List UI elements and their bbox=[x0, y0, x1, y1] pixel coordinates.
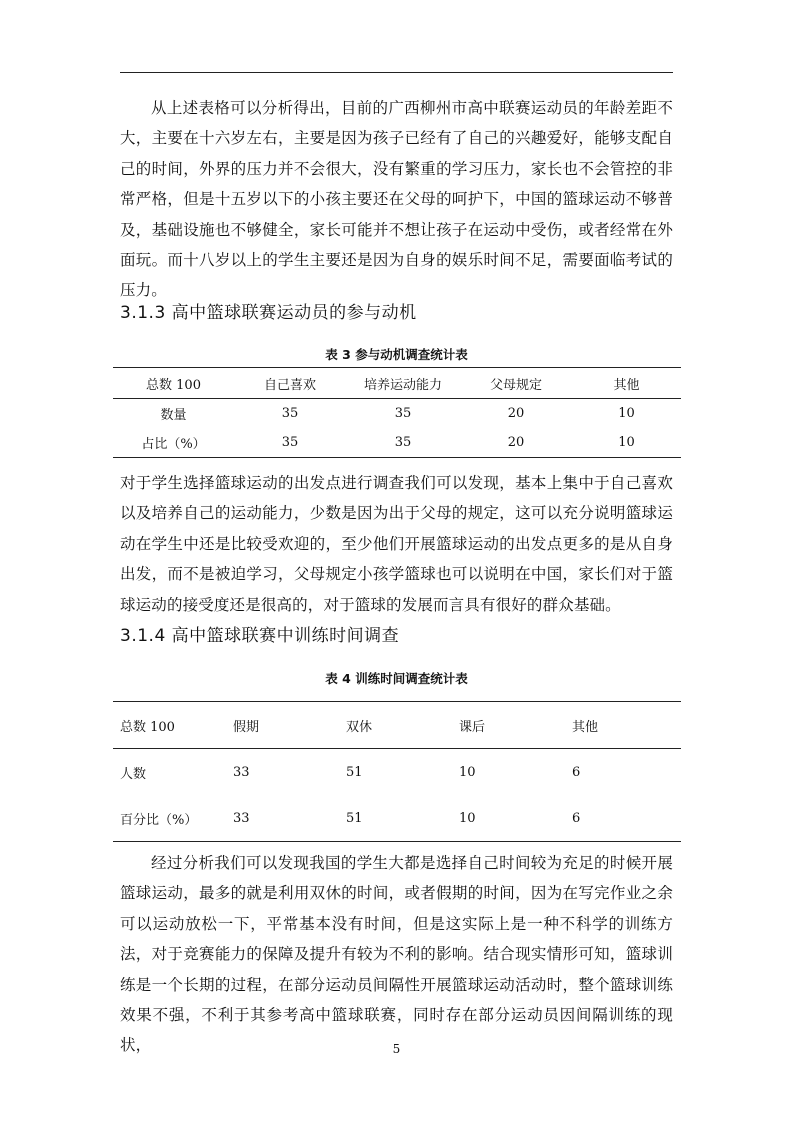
table-row bbox=[113, 428, 681, 458]
table-cell: 33 bbox=[233, 764, 250, 780]
paragraph-age-analysis: 从上述表格可以分析得出，目前的广西柳州市高中联赛运动员的年龄差距不大，主要在十六岁左右，主要是因为孩子已经有了自己的兴趣爱好，能够支配自己的时间，外界的压力并不会很大，没有繁重的学习压力，家长也不会管控的非常严格，但是十五岁以下的小孩主要还在父母的呵护下，中国的篮球运动不够普及，基础设施也不够健全，家长可能并不想让孩子在运动中受伤，或者经常在外面玩。而十八岁以上的学生主要还是因为自身的娱乐时间不足，需要面临考试的压力。 bbox=[120, 99, 673, 300]
table-header-cell: 培养运动能力 bbox=[346, 368, 460, 399]
table-cell: 10 bbox=[618, 406, 635, 421]
table-header-cell: 其他 bbox=[572, 368, 681, 399]
section-heading-training-time: 3.1.4 高中篮球联赛中训练时间调查 bbox=[120, 626, 400, 646]
table-header-cell: 课后 bbox=[452, 702, 565, 749]
table-header-row bbox=[113, 368, 681, 399]
table-3-caption: 表 3 参与动机调查统计表 bbox=[325, 347, 468, 362]
table-cell: 10 bbox=[459, 764, 476, 780]
table-cell: 20 bbox=[507, 406, 525, 421]
page-number: 5 bbox=[392, 1042, 401, 1056]
table-cell: 10 bbox=[618, 435, 635, 450]
paragraph-motivation-analysis: 对于学生选择篮球运动的出发点进行调查我们可以发现，基本上集中于自己喜欢以及培养自己的运动能力，少数是因为出于父母的规定，这可以充分说明篮球运动在学生中还是比较受欢迎的，至少他们开展篮球运动的出发点更多的是从自身出发，而不是被迫学习，父母规定小孩学篮球也可以说明在中国，家长们对于篮球运动的接受度还是很高的，对于篮球的发展而言具有很好的群众基础。 bbox=[120, 474, 673, 614]
table-cell: 6 bbox=[572, 764, 581, 780]
table-4-training-time bbox=[113, 701, 681, 842]
table-cell: 33 bbox=[233, 810, 250, 826]
table-cell: 35 bbox=[281, 406, 299, 421]
table-cell: 10 bbox=[459, 810, 476, 826]
table-cell: 51 bbox=[346, 810, 363, 826]
table-header-cell: 总数 100 bbox=[113, 702, 226, 749]
table-cell: 35 bbox=[394, 435, 412, 450]
table-header-cell: 总数 100 bbox=[113, 368, 234, 399]
table-cell: 数量 bbox=[160, 408, 187, 423]
table-row bbox=[113, 795, 681, 842]
table-header-cell: 双休 bbox=[339, 702, 452, 749]
table-header-cell: 自己喜欢 bbox=[234, 368, 346, 399]
table-header-cell: 父母规定 bbox=[460, 368, 572, 399]
table-cell: 35 bbox=[394, 406, 412, 421]
paragraph-training-analysis: 经过分析我们可以发现我国的学生大都是选择自己时间较为充足的时候开展篮球运动，最多的就是利用双休的时间，或者假期的时间，因为在写完作业之余可以运动放松一下，平常基本没有时间，但是这实际上是一种不科学的训练方法，对于竞赛能力的保障及提升有较为不利的影响。结合现实情形可知，篮球训练是一个长期的过程，在部分运动员间隔性开展篮球运动活动时，整个篮球训练效果不强，不利于其参考高中篮球联赛，同时存在部分运动员因间隔训练的现状， bbox=[120, 854, 673, 1055]
table-header-row bbox=[113, 702, 681, 749]
table-4-caption: 表 4 训练时间调查统计表 bbox=[325, 671, 468, 686]
table-header-cell: 假期 bbox=[226, 702, 339, 749]
table-row bbox=[113, 399, 681, 429]
section-heading-motivation: 3.1.3 高中篮球联赛运动员的参与动机 bbox=[120, 303, 417, 323]
table-cell: 20 bbox=[507, 435, 525, 450]
table-cell: 占比（%） bbox=[141, 437, 206, 452]
table-cell: 人数 bbox=[120, 766, 147, 782]
header-rule bbox=[120, 72, 673, 73]
table-cell: 6 bbox=[572, 810, 581, 826]
table-row bbox=[113, 749, 681, 796]
table-cell: 百分比（%） bbox=[120, 812, 198, 828]
table-cell: 51 bbox=[346, 764, 363, 780]
table-cell: 35 bbox=[281, 435, 299, 450]
table-header-cell: 其他 bbox=[565, 702, 681, 749]
table-3-motivation bbox=[113, 367, 681, 458]
